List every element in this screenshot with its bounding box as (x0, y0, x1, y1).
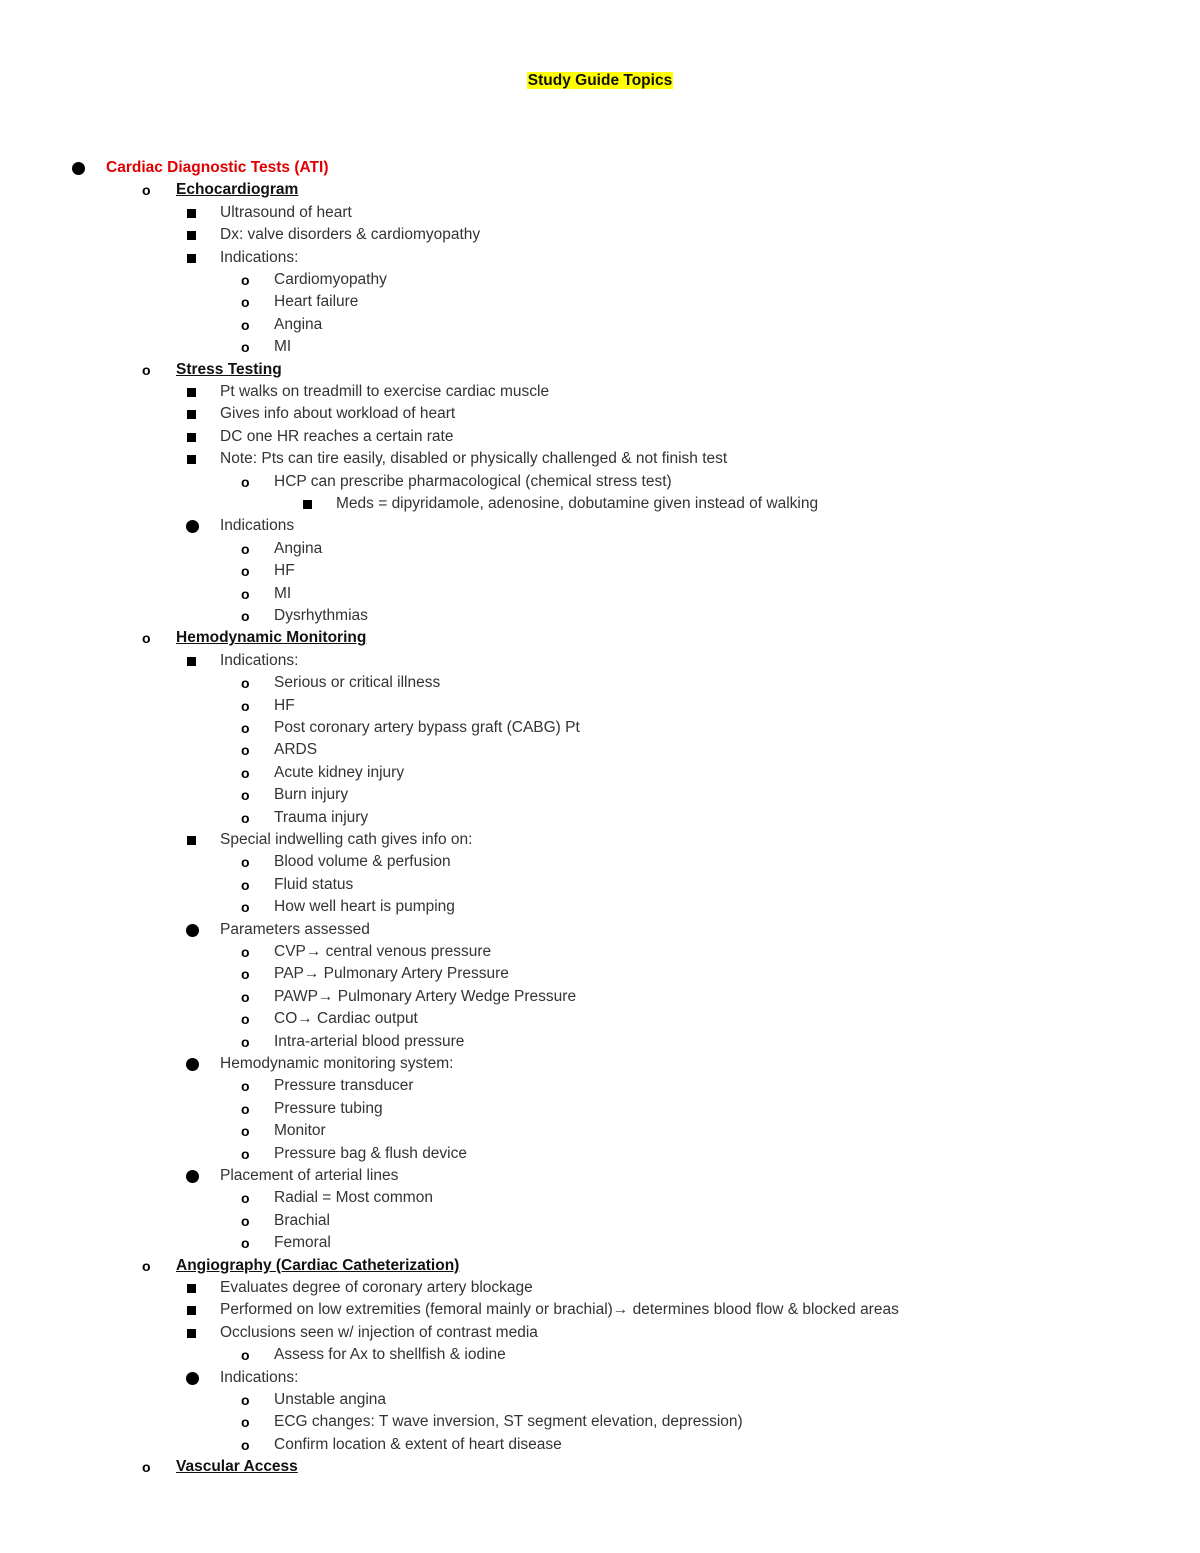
outline-item (0, 426, 1200, 448)
outline-item-text: Ultrasound of heart (220, 203, 352, 221)
outline-item (0, 1143, 1200, 1165)
outline-item-text: Indications: (220, 1368, 299, 1386)
circle-bullet-icon: o (241, 764, 250, 781)
outline-item-text: Pt walks on treadmill to exercise cardiac muscle (220, 383, 550, 400)
outline-item (0, 829, 1200, 851)
round-bullet-icon (186, 924, 199, 937)
round-bullet-icon (72, 162, 85, 175)
circle-bullet-icon: o (241, 697, 250, 714)
outline-item (0, 560, 1200, 582)
outline-item-text: Acute kidney injury (274, 763, 405, 781)
outline-item-text: Placement of arterial lines (220, 1167, 399, 1184)
circle-bullet-icon: o (241, 787, 250, 804)
circle-bullet-icon: o (241, 1078, 250, 1095)
square-bullet-icon (187, 657, 196, 666)
outline-item-text: Trauma injury (274, 808, 369, 826)
outline-item (0, 1187, 1200, 1209)
outline-item (0, 807, 1200, 829)
outline-item (0, 605, 1200, 627)
outline-item-text: DC one HR reaches a certain rate (220, 427, 454, 445)
outline-item (0, 896, 1200, 918)
outline-item (0, 784, 1200, 806)
outline-item (0, 224, 1200, 246)
circle-bullet-icon: o (241, 1100, 250, 1117)
round-bullet-icon (186, 1170, 199, 1183)
outline-item (0, 1389, 1200, 1411)
outline-item-text: HF (274, 562, 295, 580)
circle-bullet-icon: o (241, 1033, 250, 1050)
outline-item-text: Serious or critical illness (274, 674, 441, 692)
outline-item (0, 986, 1200, 1008)
square-bullet-icon (187, 1329, 196, 1338)
outline-item-text: Dysrhythmias (274, 607, 368, 624)
outline-item (0, 314, 1200, 336)
outline-item-text: Indications: (220, 651, 299, 669)
outline-item-text: Assess for Ax to shellfish & iodine (274, 1346, 506, 1364)
outline-item (0, 851, 1200, 873)
outline-item-text: How well heart is pumping (274, 898, 455, 916)
circle-bullet-icon: o (241, 316, 250, 333)
circle-bullet-icon: o (241, 988, 250, 1005)
circle-bullet-icon: o (241, 1235, 250, 1252)
outline-item-text: Note: Pts can tire easily, disabled or physically challenged & not finish test (220, 450, 728, 468)
outline-item-text: Blood volume & perfusion (274, 853, 451, 871)
outline-item (0, 381, 1200, 403)
outline-item (0, 403, 1200, 425)
circle-bullet-icon: o (241, 966, 250, 983)
circle-bullet-icon: o (241, 339, 250, 356)
circle-bullet-icon: o (241, 540, 250, 557)
circle-bullet-icon: o (241, 1392, 250, 1408)
outline-item-text: ECG changes: T wave inversion, ST segment elevation, depression) (274, 1413, 743, 1431)
outline-item-text: Parameters assessed (220, 920, 370, 938)
circle-bullet-icon: o (241, 1123, 250, 1140)
outline-item-text: MI (274, 584, 292, 602)
outline-item (0, 739, 1200, 761)
square-bullet-icon (187, 209, 196, 218)
outline-item (0, 1098, 1200, 1120)
outline-item (0, 515, 1200, 537)
square-bullet-icon (187, 410, 196, 419)
outline-item (0, 448, 1200, 470)
outline-item-text: HF (274, 696, 295, 714)
outline-item (0, 1322, 1200, 1344)
outline-item-text: CO→ Cardiac output (274, 1010, 418, 1028)
circle-bullet-icon: o (142, 1257, 151, 1274)
outline-item-text: Indications: (220, 248, 299, 266)
outline-item (0, 1053, 1200, 1075)
circle-bullet-icon: o (241, 899, 250, 916)
outline-item-text: PAWP→ Pulmonary Artery Wedge Pressure (274, 987, 577, 1005)
outline-item-text: Gives info about workload of heart (220, 405, 456, 423)
outline-item (0, 1411, 1200, 1433)
title-text: Study Guide Topics (527, 72, 673, 89)
outline-item (0, 650, 1200, 672)
circle-bullet-icon: o (241, 1145, 250, 1162)
circle-bullet-icon: o (241, 608, 250, 624)
circle-bullet-icon: o (241, 1436, 250, 1453)
circle-bullet-icon: o (241, 809, 250, 826)
outline-item (0, 471, 1200, 493)
page-title (0, 72, 1200, 90)
circle-bullet-icon: o (142, 1459, 151, 1476)
outline-item (0, 941, 1200, 963)
square-bullet-icon (187, 388, 196, 397)
outline-item-text: Pressure bag & flush device (274, 1144, 467, 1162)
outline-item-text: Radial = Most common (274, 1189, 433, 1207)
outline-item-text: Angina (274, 539, 323, 557)
outline-item (0, 538, 1200, 560)
outline-item-text: Pressure tubing (274, 1099, 383, 1117)
outline-item (0, 247, 1200, 269)
outline-item-text: Meds = dipyridamole, adenosine, dobutamine given instead of walking (336, 495, 819, 512)
outline-item-text: Stress Testing (176, 360, 282, 378)
outline-item (0, 1367, 1200, 1389)
outline-item (0, 1434, 1200, 1456)
outline-item-text: Performed on low extremities (femoral mainly or brachial)→ determines blood flow & blocked areas (220, 1301, 899, 1319)
outline-item (0, 1344, 1200, 1366)
outline-item (0, 1120, 1200, 1142)
outline-item-text: Evaluates degree of coronary artery blockage (220, 1279, 533, 1296)
round-bullet-icon (186, 1058, 199, 1071)
outline-item-text: Echocardiogram (176, 181, 299, 199)
circle-bullet-icon: o (142, 182, 151, 199)
outline-item-text: Monitor (274, 1122, 326, 1140)
square-bullet-icon (187, 836, 196, 845)
circle-bullet-icon: o (241, 1347, 250, 1364)
circle-bullet-icon: o (241, 1190, 250, 1207)
circle-bullet-icon: o (241, 1414, 250, 1431)
circle-bullet-icon: o (241, 585, 250, 602)
outline-item (0, 1210, 1200, 1232)
outline-item (0, 762, 1200, 784)
outline-item (0, 1232, 1200, 1254)
outline-item-text: Femoral (274, 1234, 331, 1252)
outline-item-text: Special indwelling cath gives info on: (220, 831, 473, 848)
square-bullet-icon (187, 254, 196, 263)
outline-item-text: ARDS (274, 741, 318, 759)
outline-item-text: Intra-arterial blood pressure (274, 1032, 465, 1050)
outline-item-text: Pressure transducer (274, 1077, 414, 1095)
outline-item (0, 1456, 1200, 1478)
outline-item-text: MI (274, 338, 292, 356)
outline-item-text: Heart failure (274, 293, 359, 311)
outline-item-text: Confirm location & extent of heart disease (274, 1435, 562, 1453)
circle-bullet-icon: o (241, 944, 250, 960)
circle-bullet-icon: o (241, 473, 250, 490)
circle-bullet-icon: o (241, 742, 250, 759)
outline-item (0, 627, 1200, 649)
square-bullet-icon (187, 433, 196, 442)
outline-item (0, 919, 1200, 941)
outline-item (0, 157, 1200, 179)
round-bullet-icon (186, 520, 199, 533)
square-bullet-icon (187, 1284, 196, 1293)
outline-item (0, 269, 1200, 291)
outline-item (0, 963, 1200, 985)
outline-item (0, 359, 1200, 381)
square-bullet-icon (187, 231, 196, 240)
circle-bullet-icon: o (241, 1212, 250, 1229)
square-bullet-icon (187, 455, 196, 464)
outline-item (0, 1008, 1200, 1030)
circle-bullet-icon: o (241, 1011, 250, 1028)
circle-bullet-icon: o (241, 294, 250, 311)
outline-item-text: Unstable angina (274, 1391, 387, 1408)
outline-item-text: Brachial (274, 1211, 330, 1229)
outline-item (0, 202, 1200, 224)
square-bullet-icon (187, 1306, 196, 1315)
circle-bullet-icon: o (142, 630, 151, 647)
outline-item (0, 1255, 1200, 1277)
outline-item (0, 1299, 1200, 1321)
outline-item (0, 336, 1200, 358)
outline-item (0, 1031, 1200, 1053)
circle-bullet-icon: o (241, 563, 250, 580)
outline-item-text: Cardiac Diagnostic Tests (ATI) (106, 159, 329, 176)
circle-bullet-icon: o (241, 720, 250, 736)
outline-item-text: HCP can prescribe pharmacological (chemical stress test) (274, 472, 672, 490)
outline-item-text: Dx: valve disorders & cardiomyopathy (220, 226, 481, 244)
square-bullet-icon (303, 500, 312, 509)
outline-item-text: Hemodynamic Monitoring (176, 629, 367, 647)
circle-bullet-icon: o (241, 876, 250, 893)
outline-item (0, 493, 1200, 515)
outline-item-text: Vascular Access (176, 1458, 298, 1476)
circle-bullet-icon: o (142, 361, 151, 378)
outline-item-text: Cardiomyopathy (274, 271, 387, 288)
outline-item (0, 672, 1200, 694)
outline-item (0, 874, 1200, 896)
outline-item (0, 1277, 1200, 1299)
outline-item-text: PAP→ Pulmonary Artery Pressure (274, 965, 509, 983)
outline-item (0, 291, 1200, 313)
outline-item (0, 1075, 1200, 1097)
circle-bullet-icon: o (241, 675, 250, 692)
outline-item-text: CVP→ central venous pressure (274, 943, 492, 960)
circle-bullet-icon: o (241, 854, 250, 871)
outline-item (0, 583, 1200, 605)
outline-item (0, 717, 1200, 739)
outline-item (0, 179, 1200, 201)
outline-item (0, 695, 1200, 717)
outline-item-text: Angina (274, 315, 323, 333)
circle-bullet-icon: o (241, 272, 250, 288)
outline-item-text: Fluid status (274, 875, 354, 893)
outline-item-text: Hemodynamic monitoring system: (220, 1055, 454, 1072)
outline-item (0, 1165, 1200, 1187)
outline-item-text: Post coronary artery bypass graft (CABG) Pt (274, 719, 580, 736)
outline-item-text: Occlusions seen w/ injection of contrast media (220, 1323, 538, 1341)
outline-item-text: Angiography (Cardiac Catheterization) (176, 1256, 460, 1274)
outline-item-text: Burn injury (274, 786, 349, 804)
outline-item-text: Indications (220, 517, 295, 535)
round-bullet-icon (186, 1372, 199, 1385)
